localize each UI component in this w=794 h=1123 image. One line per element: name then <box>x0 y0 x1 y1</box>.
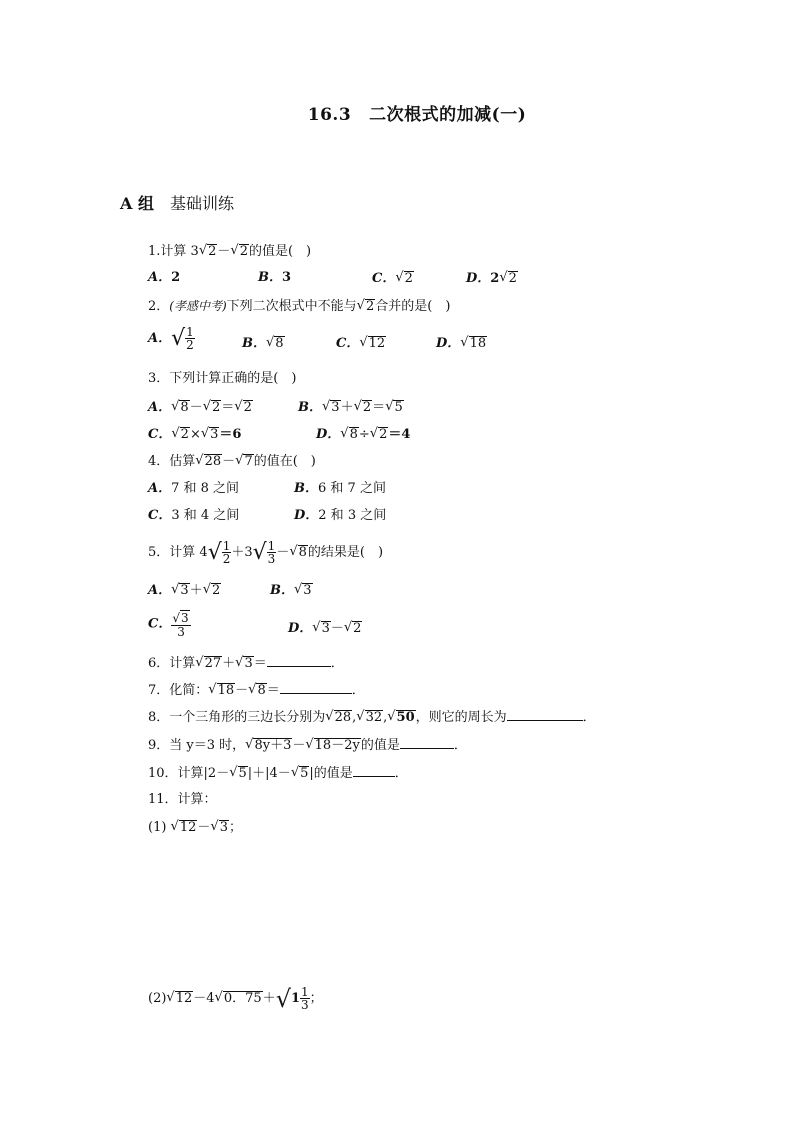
q1-option-a: A．2 <box>148 270 181 285</box>
q1-option-b: B．3 <box>258 270 292 285</box>
q2-option-d: D．√18 <box>436 335 487 351</box>
question-4: 4．估算√28－√7的值在( ) <box>148 453 316 469</box>
question-10: 10．计算|2－√5|＋|4－√5|的值是 ． <box>148 762 408 784</box>
question-1: 1.计算 3√2－√2的值是( ) <box>148 241 311 262</box>
answer-blank[interactable] <box>353 762 395 777</box>
q5-option-a: A．√3＋√2 <box>148 582 221 598</box>
q1-prefix: 1.计算 3 <box>148 243 199 259</box>
q5-option-d: D．√3－√2 <box>288 620 362 636</box>
q3-option-a: A．√8－√2＝√2 <box>148 399 252 415</box>
q1-option-c: C．√2 <box>372 270 413 286</box>
page-title <box>0 100 794 125</box>
q3-option-d: D．√8÷√2＝4 <box>316 426 411 442</box>
question-11-part-1: (1) √12－√3； <box>148 819 242 835</box>
q5-option-b: B．√3 <box>270 582 312 598</box>
question-9: 9．当 y＝3 时，√8y＋3－√18－2y的值是 ． <box>148 734 467 756</box>
section-title: 二次根式的加减(一) <box>369 105 527 125</box>
answer-blank[interactable] <box>400 734 454 749</box>
answer-blank[interactable] <box>267 652 331 667</box>
question-11: 11．计算： <box>148 792 217 807</box>
answer-blank[interactable] <box>507 706 583 721</box>
q2-option-a: A．√ $\frac{1}{2}$ <box>148 325 194 352</box>
q5-option-c: C． $\frac{√3}{3}$ <box>148 610 189 639</box>
question-8: 8．一个三角形的三边长分别为√28,√32,√50，则它的周长为 ． <box>148 706 596 728</box>
question-5: 5．计算 4√ $\frac{1}{2}$ ＋3√ $\frac{1}{3}$ －√8的结果是( ) <box>148 539 384 566</box>
question-2: 2．(孝感中考)下列二次根式中不能与√2合并的是( ) <box>148 298 451 314</box>
q2-option-c: C．√12 <box>336 335 386 351</box>
q4-option-c: C．3 和 4 之间 <box>148 508 240 523</box>
question-3: 3．下列计算正确的是( ) <box>148 371 297 386</box>
group-name: 基础训练 <box>170 194 235 213</box>
q1-suffix: 的值是( ) <box>248 243 312 259</box>
q1-option-d: D．2√2 <box>466 270 517 286</box>
radical: √2 <box>198 243 217 259</box>
q4-option-d: D．2 和 3 之间 <box>294 508 387 523</box>
q2-option-b: B．√8 <box>242 335 284 351</box>
q4-option-a: A．7 和 8 之间 <box>148 481 240 496</box>
answer-blank[interactable] <box>280 679 352 694</box>
group-label: A 组 <box>120 194 154 213</box>
q3-option-c: C．√2×√3＝6 <box>148 426 242 442</box>
question-source: (孝感中考) <box>169 299 227 313</box>
question-7: 7．化简：√18－√8＝ ． <box>148 679 365 701</box>
question-6: 6．计算√27＋√3＝ ． <box>148 652 344 674</box>
section-number: 16.3 <box>307 105 352 125</box>
group-heading <box>120 191 234 214</box>
q3-option-b: B．√3＋√2＝√5 <box>298 399 403 415</box>
question-11-part-2: (2)√12－4√0．75＋√1 $\frac{1}{3}$ ； <box>148 985 323 1014</box>
radical: √2 <box>230 243 248 259</box>
q4-option-b: B．6 和 7 之间 <box>294 481 386 496</box>
